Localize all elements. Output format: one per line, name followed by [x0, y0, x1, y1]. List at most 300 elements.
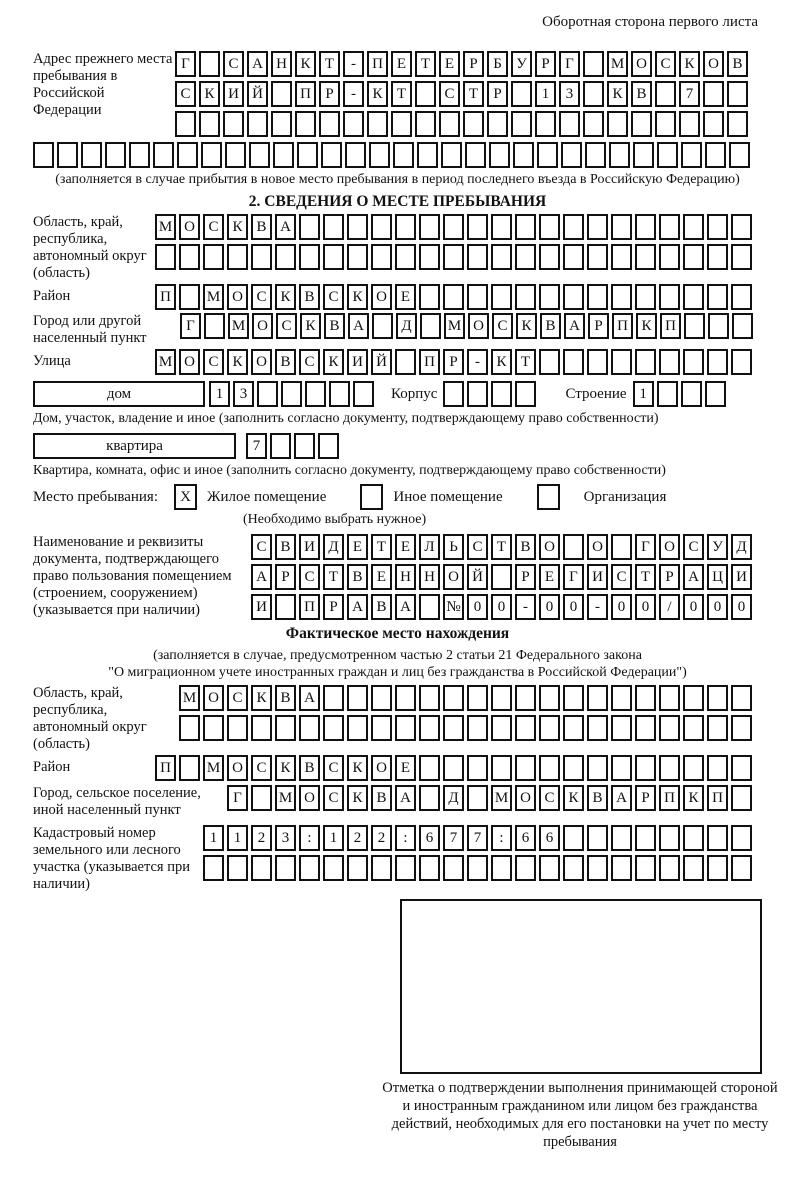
- char-box[interactable]: 1: [323, 825, 344, 851]
- char-box[interactable]: [537, 142, 558, 168]
- char-box[interactable]: [659, 715, 680, 741]
- char-box[interactable]: [203, 855, 224, 881]
- char-box[interactable]: [415, 111, 436, 137]
- char-box[interactable]: [491, 564, 512, 590]
- char-box[interactable]: Г: [180, 313, 201, 339]
- char-box[interactable]: [609, 142, 630, 168]
- char-box[interactable]: [347, 685, 368, 711]
- char-box[interactable]: [395, 855, 416, 881]
- char-box[interactable]: Г: [635, 534, 656, 560]
- char-box[interactable]: [731, 715, 752, 741]
- char-box[interactable]: А: [395, 594, 416, 620]
- char-box[interactable]: А: [348, 313, 369, 339]
- char-box[interactable]: П: [659, 785, 680, 811]
- char-box[interactable]: [467, 785, 488, 811]
- char-box[interactable]: О: [179, 214, 200, 240]
- char-box[interactable]: [251, 244, 272, 270]
- char-box[interactable]: [635, 855, 656, 881]
- char-box[interactable]: А: [251, 564, 272, 590]
- char-box[interactable]: [611, 284, 632, 310]
- char-box[interactable]: [707, 214, 728, 240]
- char-box[interactable]: Е: [439, 51, 460, 77]
- char-box[interactable]: 0: [635, 594, 656, 620]
- char-box[interactable]: [679, 111, 700, 137]
- char-box[interactable]: К: [227, 214, 248, 240]
- char-box[interactable]: [270, 433, 291, 459]
- char-box[interactable]: [251, 715, 272, 741]
- char-box[interactable]: Л: [419, 534, 440, 560]
- char-box[interactable]: [271, 81, 292, 107]
- char-box[interactable]: Й: [247, 81, 268, 107]
- char-box[interactable]: [491, 244, 512, 270]
- char-box[interactable]: :: [491, 825, 512, 851]
- char-box[interactable]: [155, 244, 176, 270]
- char-box[interactable]: [611, 755, 632, 781]
- char-box[interactable]: К: [323, 349, 344, 375]
- char-box[interactable]: [681, 381, 702, 407]
- char-box[interactable]: [347, 244, 368, 270]
- char-box[interactable]: 3: [275, 825, 296, 851]
- char-box[interactable]: Р: [535, 51, 556, 77]
- char-box[interactable]: [227, 244, 248, 270]
- char-box[interactable]: [587, 349, 608, 375]
- char-box[interactable]: [419, 855, 440, 881]
- char-box[interactable]: [683, 855, 704, 881]
- char-box[interactable]: К: [683, 785, 704, 811]
- char-box[interactable]: [515, 855, 536, 881]
- char-box[interactable]: [731, 755, 752, 781]
- char-box[interactable]: К: [347, 284, 368, 310]
- char-box[interactable]: Т: [491, 534, 512, 560]
- char-box[interactable]: [607, 111, 628, 137]
- char-box[interactable]: [587, 855, 608, 881]
- char-box[interactable]: Т: [463, 81, 484, 107]
- char-box[interactable]: [659, 755, 680, 781]
- char-box[interactable]: А: [347, 594, 368, 620]
- char-box[interactable]: К: [300, 313, 321, 339]
- char-box[interactable]: [703, 111, 724, 137]
- char-box[interactable]: [587, 214, 608, 240]
- char-box[interactable]: [419, 755, 440, 781]
- char-box[interactable]: [515, 381, 536, 407]
- char-box[interactable]: [273, 142, 294, 168]
- char-box[interactable]: С: [227, 685, 248, 711]
- char-box[interactable]: К: [275, 755, 296, 781]
- char-box[interactable]: [251, 785, 272, 811]
- char-box[interactable]: :: [395, 825, 416, 851]
- char-box[interactable]: [659, 214, 680, 240]
- char-box[interactable]: [467, 715, 488, 741]
- char-box[interactable]: [371, 244, 392, 270]
- char-box[interactable]: [177, 142, 198, 168]
- char-box[interactable]: [635, 715, 656, 741]
- char-box[interactable]: А: [395, 785, 416, 811]
- char-box[interactable]: [467, 755, 488, 781]
- char-box[interactable]: [635, 825, 656, 851]
- char-box[interactable]: В: [299, 284, 320, 310]
- char-box[interactable]: [587, 284, 608, 310]
- char-box[interactable]: О: [631, 51, 652, 77]
- char-box[interactable]: Ь: [443, 534, 464, 560]
- char-box[interactable]: [631, 111, 652, 137]
- char-box[interactable]: Е: [391, 51, 412, 77]
- char-box[interactable]: К: [347, 785, 368, 811]
- char-box[interactable]: [347, 855, 368, 881]
- char-box[interactable]: [731, 349, 752, 375]
- char-box[interactable]: [633, 142, 654, 168]
- char-box[interactable]: [515, 244, 536, 270]
- char-box[interactable]: К: [563, 785, 584, 811]
- char-box[interactable]: И: [299, 534, 320, 560]
- char-box[interactable]: В: [347, 564, 368, 590]
- char-box[interactable]: Д: [396, 313, 417, 339]
- char-box[interactable]: 7: [467, 825, 488, 851]
- char-box[interactable]: [511, 111, 532, 137]
- char-box[interactable]: [367, 111, 388, 137]
- char-box[interactable]: [204, 313, 225, 339]
- char-box[interactable]: 3: [559, 81, 580, 107]
- char-box[interactable]: [225, 142, 246, 168]
- char-box[interactable]: [203, 715, 224, 741]
- char-box[interactable]: [707, 685, 728, 711]
- char-box[interactable]: [731, 825, 752, 851]
- char-box[interactable]: [707, 284, 728, 310]
- char-box[interactable]: [539, 755, 560, 781]
- char-box[interactable]: Н: [395, 564, 416, 590]
- char-box[interactable]: [587, 825, 608, 851]
- char-box[interactable]: [294, 433, 315, 459]
- char-box[interactable]: [611, 534, 632, 560]
- char-box[interactable]: [343, 111, 364, 137]
- char-box[interactable]: [295, 111, 316, 137]
- char-box[interactable]: О: [251, 349, 272, 375]
- char-box[interactable]: С: [323, 755, 344, 781]
- char-box[interactable]: [347, 715, 368, 741]
- char-box[interactable]: [684, 313, 705, 339]
- char-box[interactable]: [443, 284, 464, 310]
- char-box[interactable]: [227, 715, 248, 741]
- char-box[interactable]: [635, 349, 656, 375]
- char-box[interactable]: Е: [347, 534, 368, 560]
- char-box[interactable]: [419, 715, 440, 741]
- char-box[interactable]: О: [515, 785, 536, 811]
- char-box[interactable]: [465, 142, 486, 168]
- char-box[interactable]: Т: [635, 564, 656, 590]
- char-box[interactable]: [491, 381, 512, 407]
- char-box[interactable]: В: [275, 534, 296, 560]
- char-box[interactable]: [559, 111, 580, 137]
- char-box[interactable]: [443, 244, 464, 270]
- char-box[interactable]: [681, 142, 702, 168]
- char-box[interactable]: [732, 313, 753, 339]
- char-box[interactable]: [443, 381, 464, 407]
- char-box[interactable]: [707, 349, 728, 375]
- char-box[interactable]: [513, 142, 534, 168]
- char-box[interactable]: [201, 142, 222, 168]
- char-box[interactable]: [395, 244, 416, 270]
- char-box[interactable]: Г: [563, 564, 584, 590]
- char-box[interactable]: [563, 534, 584, 560]
- char-box[interactable]: [515, 755, 536, 781]
- char-box[interactable]: [247, 111, 268, 137]
- char-box[interactable]: 0: [707, 594, 728, 620]
- char-box[interactable]: [683, 214, 704, 240]
- char-box[interactable]: М: [155, 349, 176, 375]
- char-box[interactable]: [487, 111, 508, 137]
- char-box[interactable]: [635, 244, 656, 270]
- char-box[interactable]: [199, 51, 220, 77]
- char-box[interactable]: :: [299, 825, 320, 851]
- char-box[interactable]: В: [371, 594, 392, 620]
- char-box[interactable]: [179, 284, 200, 310]
- char-box[interactable]: 1: [209, 381, 230, 407]
- char-box[interactable]: [299, 244, 320, 270]
- char-box[interactable]: [539, 349, 560, 375]
- char-box[interactable]: С: [323, 785, 344, 811]
- char-box[interactable]: [657, 381, 678, 407]
- char-box[interactable]: [731, 855, 752, 881]
- char-box[interactable]: [419, 244, 440, 270]
- char-box[interactable]: С: [203, 214, 224, 240]
- char-box[interactable]: [611, 214, 632, 240]
- char-box[interactable]: [511, 81, 532, 107]
- char-box[interactable]: №: [443, 594, 464, 620]
- char-box[interactable]: [707, 715, 728, 741]
- char-box[interactable]: [635, 214, 656, 240]
- char-box[interactable]: [727, 111, 748, 137]
- char-box[interactable]: [611, 715, 632, 741]
- char-box[interactable]: /: [659, 594, 680, 620]
- char-box[interactable]: К: [636, 313, 657, 339]
- char-box[interactable]: О: [252, 313, 273, 339]
- char-box[interactable]: [372, 313, 393, 339]
- char-box[interactable]: [659, 284, 680, 310]
- char-box[interactable]: [419, 785, 440, 811]
- char-box[interactable]: [611, 349, 632, 375]
- char-box[interactable]: [515, 214, 536, 240]
- char-box[interactable]: [683, 284, 704, 310]
- char-box[interactable]: О: [227, 284, 248, 310]
- char-box[interactable]: 2: [371, 825, 392, 851]
- char-box[interactable]: Н: [271, 51, 292, 77]
- char-box[interactable]: О: [443, 564, 464, 590]
- char-box[interactable]: 0: [683, 594, 704, 620]
- char-box[interactable]: В: [251, 214, 272, 240]
- char-box[interactable]: [249, 142, 270, 168]
- char-box[interactable]: [419, 214, 440, 240]
- char-box[interactable]: [323, 855, 344, 881]
- char-box[interactable]: К: [199, 81, 220, 107]
- char-box[interactable]: 3: [233, 381, 254, 407]
- char-box[interactable]: М: [275, 785, 296, 811]
- char-box[interactable]: С: [611, 564, 632, 590]
- char-box[interactable]: С: [439, 81, 460, 107]
- char-box[interactable]: [321, 142, 342, 168]
- char-box[interactable]: С: [175, 81, 196, 107]
- char-box[interactable]: В: [275, 349, 296, 375]
- char-box[interactable]: К: [367, 81, 388, 107]
- char-box[interactable]: [323, 244, 344, 270]
- char-box[interactable]: [587, 244, 608, 270]
- char-box[interactable]: 0: [731, 594, 752, 620]
- char-box[interactable]: Р: [275, 564, 296, 590]
- char-box[interactable]: [271, 111, 292, 137]
- char-box[interactable]: [443, 214, 464, 240]
- char-box[interactable]: [611, 825, 632, 851]
- char-box[interactable]: -: [467, 349, 488, 375]
- char-box[interactable]: Д: [443, 785, 464, 811]
- char-box[interactable]: С: [492, 313, 513, 339]
- char-box[interactable]: [583, 81, 604, 107]
- char-box[interactable]: М: [179, 685, 200, 711]
- char-box[interactable]: С: [251, 284, 272, 310]
- char-box[interactable]: [439, 111, 460, 137]
- char-box[interactable]: И: [587, 564, 608, 590]
- char-box[interactable]: Е: [539, 564, 560, 590]
- char-box[interactable]: Р: [659, 564, 680, 590]
- char-box[interactable]: С: [467, 534, 488, 560]
- char-box[interactable]: [729, 142, 750, 168]
- char-box[interactable]: С: [539, 785, 560, 811]
- char-box[interactable]: П: [295, 81, 316, 107]
- char-box[interactable]: У: [511, 51, 532, 77]
- char-box[interactable]: О: [468, 313, 489, 339]
- char-box[interactable]: О: [203, 685, 224, 711]
- char-box[interactable]: [635, 755, 656, 781]
- char-box[interactable]: Б: [487, 51, 508, 77]
- char-box[interactable]: Т: [319, 51, 340, 77]
- char-box[interactable]: О: [371, 755, 392, 781]
- char-box[interactable]: [463, 111, 484, 137]
- char-box[interactable]: Р: [635, 785, 656, 811]
- char-box[interactable]: [563, 284, 584, 310]
- char-box[interactable]: [395, 715, 416, 741]
- char-box[interactable]: [419, 594, 440, 620]
- char-box[interactable]: С: [203, 349, 224, 375]
- char-box[interactable]: С: [299, 349, 320, 375]
- char-box[interactable]: 6: [419, 825, 440, 851]
- char-box[interactable]: [587, 755, 608, 781]
- char-box[interactable]: 0: [467, 594, 488, 620]
- char-box[interactable]: М: [444, 313, 465, 339]
- char-box[interactable]: Е: [395, 534, 416, 560]
- char-box[interactable]: [81, 142, 102, 168]
- char-box[interactable]: [563, 214, 584, 240]
- char-box[interactable]: [583, 111, 604, 137]
- char-box[interactable]: [655, 81, 676, 107]
- char-box[interactable]: В: [371, 785, 392, 811]
- char-box[interactable]: [491, 755, 512, 781]
- char-box[interactable]: [655, 111, 676, 137]
- char-box[interactable]: [707, 855, 728, 881]
- char-box[interactable]: 1: [203, 825, 224, 851]
- char-box[interactable]: [708, 313, 729, 339]
- char-box[interactable]: Г: [227, 785, 248, 811]
- char-box[interactable]: К: [516, 313, 537, 339]
- char-box[interactable]: [703, 81, 724, 107]
- char-box[interactable]: Р: [463, 51, 484, 77]
- char-box[interactable]: [395, 214, 416, 240]
- char-box[interactable]: [707, 244, 728, 270]
- char-box[interactable]: Ц: [707, 564, 728, 590]
- char-box[interactable]: В: [324, 313, 345, 339]
- char-box[interactable]: 7: [443, 825, 464, 851]
- char-box[interactable]: [705, 381, 726, 407]
- char-box[interactable]: [539, 284, 560, 310]
- char-box[interactable]: [347, 214, 368, 240]
- char-box[interactable]: [587, 685, 608, 711]
- char-box[interactable]: С: [251, 755, 272, 781]
- char-box[interactable]: [275, 715, 296, 741]
- char-box[interactable]: [203, 244, 224, 270]
- char-box[interactable]: В: [631, 81, 652, 107]
- char-box[interactable]: [635, 284, 656, 310]
- char-box[interactable]: [491, 715, 512, 741]
- char-box[interactable]: [371, 855, 392, 881]
- char-box[interactable]: [515, 715, 536, 741]
- char-box[interactable]: [539, 715, 560, 741]
- char-box[interactable]: [683, 825, 704, 851]
- char-box[interactable]: [583, 51, 604, 77]
- char-box[interactable]: [731, 785, 752, 811]
- char-box[interactable]: [153, 142, 174, 168]
- char-box[interactable]: -: [343, 51, 364, 77]
- char-box[interactable]: У: [707, 534, 728, 560]
- char-box[interactable]: -: [587, 594, 608, 620]
- char-box[interactable]: [223, 111, 244, 137]
- char-box[interactable]: [323, 214, 344, 240]
- char-box[interactable]: [563, 685, 584, 711]
- char-box[interactable]: [539, 855, 560, 881]
- char-box[interactable]: [443, 855, 464, 881]
- char-box[interactable]: Й: [467, 564, 488, 590]
- char-box[interactable]: В: [299, 755, 320, 781]
- char-box[interactable]: С: [251, 534, 272, 560]
- char-box[interactable]: О: [587, 534, 608, 560]
- char-box[interactable]: [659, 855, 680, 881]
- char-box[interactable]: [371, 715, 392, 741]
- char-box[interactable]: [443, 715, 464, 741]
- char-box[interactable]: [563, 349, 584, 375]
- char-box[interactable]: К: [679, 51, 700, 77]
- char-box[interactable]: [467, 284, 488, 310]
- char-box[interactable]: [683, 244, 704, 270]
- char-box[interactable]: М: [155, 214, 176, 240]
- char-box[interactable]: [395, 685, 416, 711]
- char-box[interactable]: А: [299, 685, 320, 711]
- char-box[interactable]: [323, 685, 344, 711]
- char-box[interactable]: [299, 855, 320, 881]
- char-box[interactable]: [731, 244, 752, 270]
- char-box[interactable]: Е: [395, 284, 416, 310]
- char-box[interactable]: С: [655, 51, 676, 77]
- char-box[interactable]: Р: [487, 81, 508, 107]
- char-box[interactable]: 7: [679, 81, 700, 107]
- char-box[interactable]: Р: [588, 313, 609, 339]
- char-box[interactable]: [535, 111, 556, 137]
- char-box[interactable]: [731, 214, 752, 240]
- char-box[interactable]: [467, 381, 488, 407]
- char-box[interactable]: О: [539, 534, 560, 560]
- char-box[interactable]: 0: [563, 594, 584, 620]
- char-box[interactable]: 2: [347, 825, 368, 851]
- char-box[interactable]: -: [343, 81, 364, 107]
- char-box[interactable]: К: [347, 755, 368, 781]
- char-box[interactable]: В: [540, 313, 561, 339]
- char-box[interactable]: А: [683, 564, 704, 590]
- char-box[interactable]: К: [251, 685, 272, 711]
- char-box[interactable]: П: [155, 755, 176, 781]
